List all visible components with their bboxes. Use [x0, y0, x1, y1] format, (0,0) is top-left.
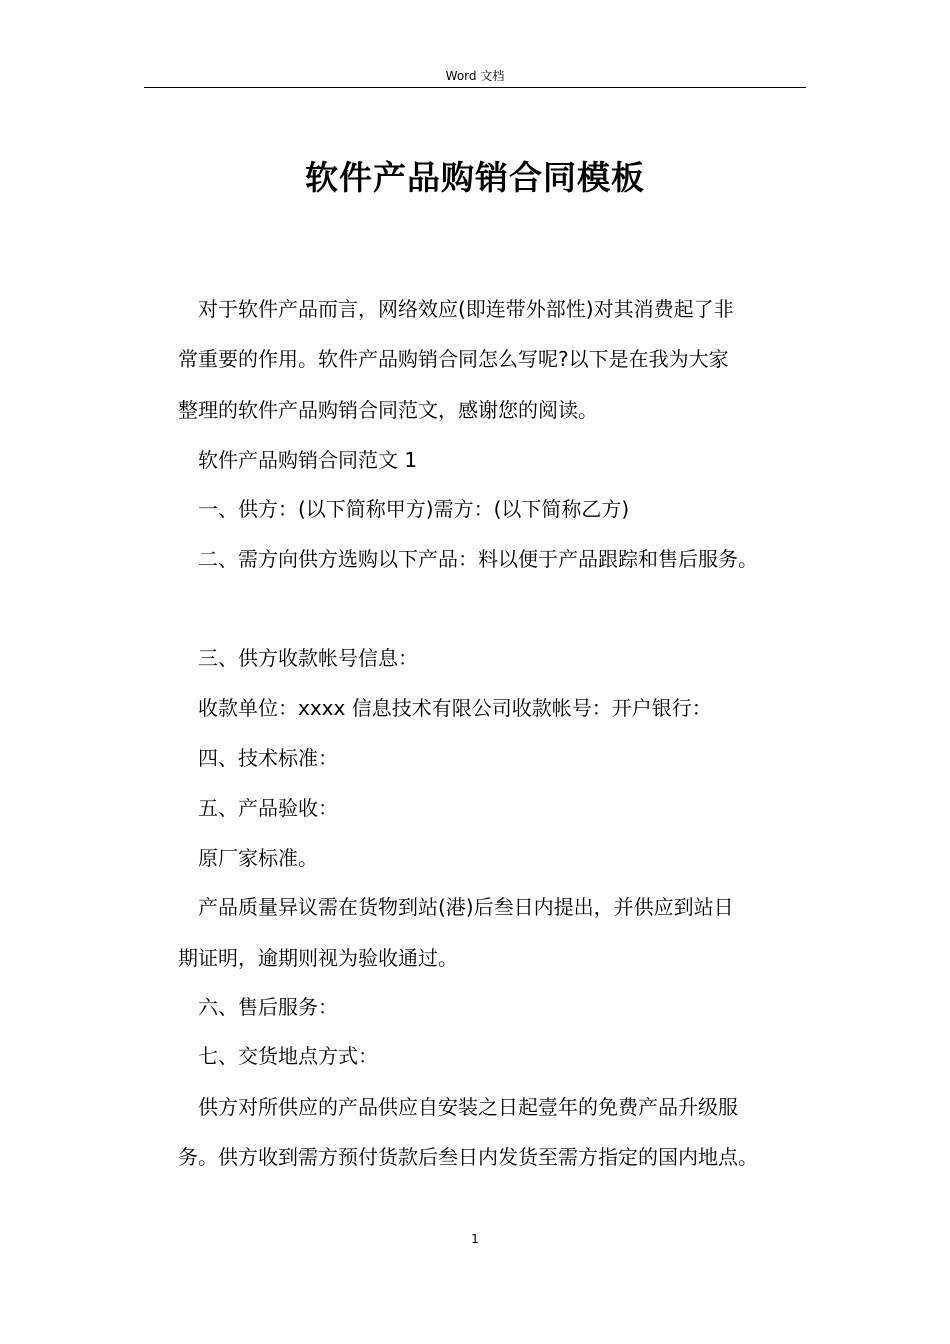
- paragraph-line: 一、供方：(以下简称甲方)需方：(以下简称乙方): [198, 497, 630, 521]
- paragraph-line: 对于软件产品而言，网络效应(即连带外部性)对其消费起了非: [198, 297, 734, 321]
- document-title: 软件产品购销合同模板: [305, 158, 645, 197]
- paragraph-line: 务。供方收到需方预付货款后叁日内发货至需方指定的国内地点。: [178, 1145, 758, 1169]
- section-heading: 软件产品购销合同范文 1: [198, 448, 418, 472]
- page-number: 1: [471, 1232, 479, 1246]
- paragraph-line: 整理的软件产品购销合同范文，感谢您的阅读。: [178, 398, 598, 422]
- paragraph-line: 三、供方收款帐号信息：: [198, 646, 418, 670]
- paragraph-line: 二、需方向供方选购以下产品：料以便于产品跟踪和售后服务。: [198, 547, 758, 571]
- paragraph-line: 原厂家标准。: [198, 846, 318, 870]
- paragraph-line: 七、交货地点方式：: [198, 1044, 378, 1068]
- paragraph-line: 供方对所供应的产品供应自安装之日起壹年的免费产品升级服: [198, 1095, 738, 1119]
- header-divider: [144, 87, 806, 88]
- page-header: Word 文档: [445, 69, 505, 83]
- paragraph-line: 四、技术标准：: [198, 746, 338, 770]
- paragraph-line: 收款单位：xxxx 信息技术有限公司收款帐号：开户银行：: [198, 696, 712, 720]
- paragraph-line: 期证明，逾期则视为验收通过。: [178, 946, 458, 970]
- paragraph-line: 五、产品验收：: [198, 796, 338, 820]
- paragraph-line: 产品质量异议需在货物到站(港)后叁日内提出，并供应到站日: [198, 895, 734, 919]
- paragraph-line: 六、售后服务：: [198, 995, 338, 1019]
- paragraph-line: 常重要的作用。软件产品购销合同怎么写呢?以下是在我为大家: [178, 347, 729, 371]
